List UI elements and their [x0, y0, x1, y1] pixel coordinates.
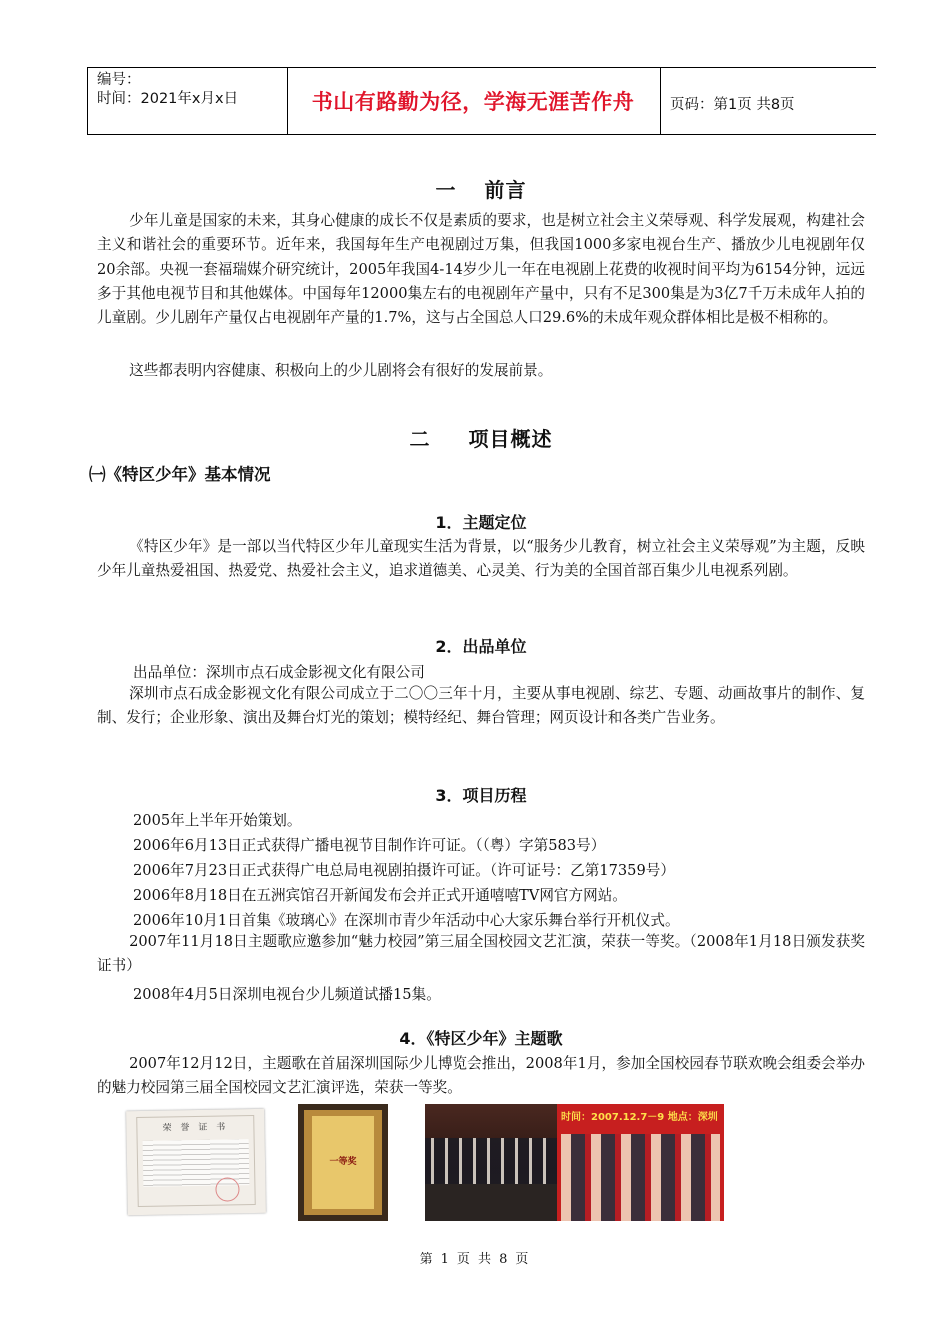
- intro-paragraph: 少年儿童是国家的未来，其身心健康的成长不仅是素质的要求，也是树立社会主义荣辱观、科学发展观，构建社会主义和谐社会的重要环节。近年来，我国每年生产电视剧过万集，但我国1000多家电视台生产、播放少儿电视剧年仅20余部。央视一套福瑞媒介研究统计，2005年我国4-14岁少儿一年在电视剧上花费的收视时间平均为6154分钟，远远多于其他电视节目和其他媒体。中国每年12000集左右的电视剧年产量中，只有不足300集是为3亿7千万未成年人拍的儿童剧。少儿剧年产量仅占电视剧年产量的1.7%，这与占全国总人口29.6%的未成年观众群体相比是极不相称的。: [97, 212, 865, 327]
- timeline-item: 2006年8月18日在五洲宾馆召开新闻发布会并正式开通嘻嘻TV网官方网站。: [133, 887, 627, 904]
- page-footer: [0, 1248, 950, 1267]
- header-bottom-rule: [87, 134, 876, 135]
- timeline-item: 2006年7月23日正式获得广电总局电视剧拍摄许可证。（许可证号：乙第17359号）: [133, 862, 675, 879]
- timeline-item: 2008年4月5日深圳电视台少儿频道试播15集。: [133, 986, 441, 1003]
- timeline-item: 2006年6月13日正式获得广播电视节目制作许可证。（（粤）字第583号）: [133, 837, 606, 854]
- choir-performance-image: [425, 1104, 557, 1221]
- header-page-info: 页码：第1页 共8页: [670, 97, 795, 113]
- footer-total-pages: 8: [499, 1252, 510, 1267]
- item-heading: 1．主题定位: [435, 513, 527, 532]
- header-divider: [660, 67, 661, 135]
- timeline-item: 2007年11月18日主题歌应邀参加“魅力校园”第三届全国校园文艺汇演，荣获一等奖。（2008年1月18日颁发获奖证书）: [97, 933, 865, 975]
- footer-page-number: 1: [440, 1252, 451, 1267]
- section-title: 项目概述: [468, 427, 553, 451]
- certificate-title: 荣 誉 证 书: [162, 1122, 229, 1134]
- section-title: 前言: [484, 178, 527, 202]
- plaque-label: 一等奖: [329, 1157, 357, 1167]
- timeline-item: 2006年10月1日首集《玻璃心》在深圳市青少年活动中心大家乐舞台举行开机仪式。: [133, 912, 680, 929]
- header-meta: [97, 71, 238, 109]
- header-divider: [87, 67, 88, 135]
- timeline-item: 2005年上半年开始策划。: [133, 812, 302, 829]
- stage-singers-image: [557, 1104, 724, 1221]
- item-heading: 4．《特区少年》主题歌: [399, 1029, 563, 1048]
- header-number: 编号：: [97, 72, 141, 88]
- footer-text: 第: [419, 1252, 435, 1267]
- section-heading-overview: [97, 423, 865, 452]
- item-paragraph: 2007年12月12日，主题歌在首届深圳国际少儿博览会推出，2008年1月，参加全国校园春节联欢晚会组委会举办的魅力校园第三届全国校园文艺汇演评选，荣获一等奖。: [97, 1055, 865, 1097]
- subsection-heading: ㈠《特区少年》基本情况: [89, 465, 271, 484]
- section-number: 一: [435, 178, 457, 202]
- item-paragraph: 深圳市点石成金影视文化有限公司成立于二〇〇三年十月，主要从事电视剧、综艺、专题、动画故事片的制作、复制、发行；企业形象、演出及舞台灯光的策划；模特经纪、舞台管理；网页设计和各类广告业务。: [97, 685, 865, 727]
- item-paragraph: 《特区少年》是一部以当代特区少年儿童现实生活为背景，以“服务少儿教育，树立社会主义荣辱观”为主题，反映少年儿童热爱祖国、热爱党、热爱社会主义，追求道德美、心灵美、行为美的全国首部百集少儿电视系列剧。: [97, 538, 865, 580]
- intro-paragraph: 这些都表明内容健康、积极向上的少儿剧将会有很好的发展前景。: [129, 362, 553, 379]
- section-number: 二: [409, 427, 431, 451]
- footer-text: 页: [515, 1252, 531, 1267]
- honor-certificate-image: [126, 1109, 266, 1215]
- page-header: [87, 67, 876, 135]
- item-heading: 2．出品单位: [435, 637, 527, 656]
- section-heading-intro: [97, 174, 865, 203]
- footer-text: 页 共: [456, 1252, 494, 1267]
- stage-banner: 时间：2007.12.7－9 地点：深圳: [561, 1112, 718, 1123]
- producer-line: 出品单位：深圳市点石成金影视文化有限公司: [133, 664, 425, 681]
- header-time: 时间：2021年x月x日: [97, 91, 239, 107]
- header-motto: 书山有路勤为径，学海无涯苦作舟: [311, 90, 635, 114]
- item-heading: 3．项目历程: [435, 786, 527, 805]
- award-plaque-image: [298, 1104, 388, 1221]
- header-top-rule: [87, 67, 876, 68]
- photo-strip: [0, 1104, 950, 1224]
